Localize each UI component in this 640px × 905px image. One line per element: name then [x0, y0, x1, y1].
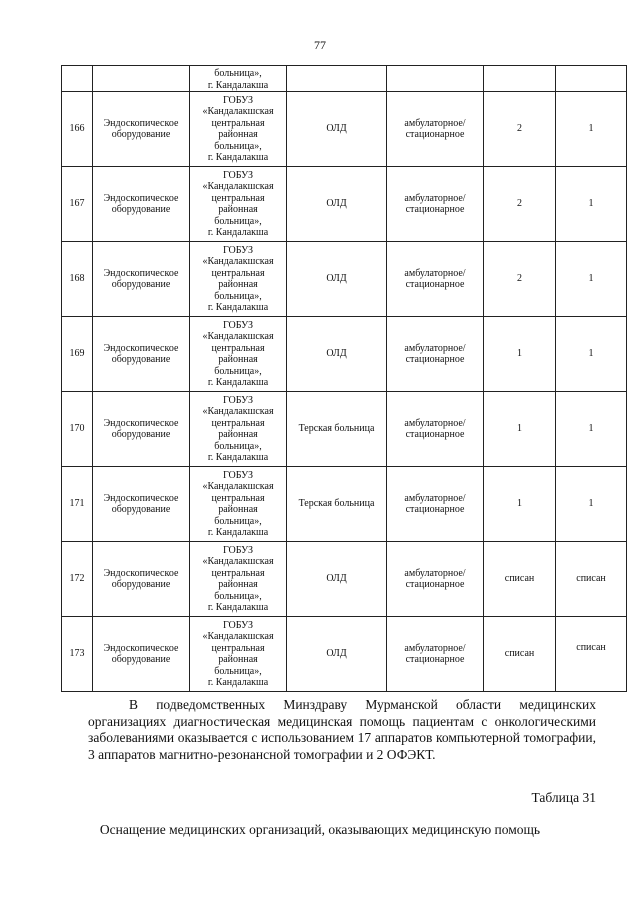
organization-line: «Кандалакшская [202, 256, 274, 267]
organization-line: ГОБУЗ [222, 94, 254, 106]
cell-organization [190, 317, 287, 392]
cell-unit: ОЛД [287, 617, 387, 692]
organization-line: больница», [214, 590, 262, 602]
organization-line: районная [218, 129, 258, 140]
table-label: Таблица 31 [531, 790, 596, 805]
cell-qty-1: 2 [484, 167, 556, 242]
organization-line: ГОБУЗ [222, 169, 254, 181]
organization-line: центральная [211, 267, 265, 279]
cell-equipment: Эндоскопическое оборудование [93, 317, 190, 392]
cell-num: 169 [62, 317, 93, 392]
cell-care-type: амбулаторное/ стационарное [387, 392, 484, 467]
cell-equipment [93, 66, 190, 92]
organization-line: ГОБУЗ [222, 544, 254, 556]
organization-line: больница», [214, 290, 262, 302]
page-number: 77 [314, 38, 326, 52]
organization-line: г. Кандалакша [207, 677, 269, 688]
cell-num: 167 [62, 167, 93, 242]
table-body [62, 66, 627, 692]
organization-line: больница», [214, 140, 262, 152]
organization-line: ГОБУЗ [222, 319, 254, 331]
organization-line: центральная [211, 492, 265, 504]
cell-equipment: Эндоскопическое оборудование [93, 542, 190, 617]
table-row [62, 617, 627, 692]
organization-line: г. Кандалакша [207, 227, 269, 238]
organization-line: «Кандалакшская [202, 556, 274, 567]
cell-qty-2: списан [556, 617, 627, 692]
cell-care-type: амбулаторное/ стационарное [387, 242, 484, 317]
cell-qty-1: списан [484, 617, 556, 692]
organization-line: районная [218, 429, 258, 440]
organization-line: центральная [211, 192, 265, 204]
organization-line: г. Кандалакша [207, 602, 269, 613]
cell-qty-2: 1 [556, 317, 627, 392]
table-row [62, 392, 627, 467]
cell-num: 168 [62, 242, 93, 317]
cell-equipment: Эндоскопическое оборудование [93, 92, 190, 167]
cell-qty-1: 1 [484, 317, 556, 392]
organization-line: «Кандалакшская [202, 406, 274, 417]
cell-qty-1: 2 [484, 242, 556, 317]
table-row [62, 467, 627, 542]
organization-line: центральная [211, 342, 265, 354]
cell-unit: Терская больница [287, 392, 387, 467]
cell-organization [190, 66, 287, 92]
cell-organization [190, 617, 287, 692]
organization-line: «Кандалакшская [202, 181, 274, 192]
cell-unit: ОЛД [287, 167, 387, 242]
cell-num [62, 66, 93, 92]
equipment-table [61, 65, 627, 692]
organization-line: районная [218, 354, 258, 365]
cell-qty-2 [556, 66, 627, 92]
cell-qty-2: 1 [556, 92, 627, 167]
cell-unit: Терская больница [287, 467, 387, 542]
organization-line: «Кандалакшская [202, 106, 274, 117]
cell-unit: ОЛД [287, 542, 387, 617]
cell-care-type [387, 66, 484, 92]
organization-line: больница», [214, 665, 262, 677]
cell-organization [190, 542, 287, 617]
cell-organization [190, 467, 287, 542]
cell-qty-2: 1 [556, 392, 627, 467]
cell-equipment: Эндоскопическое оборудование [93, 392, 190, 467]
organization-line: ГОБУЗ [222, 619, 254, 631]
cell-num: 171 [62, 467, 93, 542]
organization-line: «Кандалакшская [202, 331, 274, 342]
organization-line: «Кандалакшская [202, 481, 274, 492]
cell-unit: ОЛД [287, 242, 387, 317]
cell-care-type: амбулаторное/ стационарное [387, 467, 484, 542]
organization-line: «Кандалакшская [202, 631, 274, 642]
cell-qty-1: 1 [484, 467, 556, 542]
cell-care-type: амбулаторное/ стационарное [387, 167, 484, 242]
cell-qty-1: 2 [484, 92, 556, 167]
body-paragraph: В подведомственных Минздраву Мурманской области медицинских организациях диагностическая медицинская помощь пациентам с онкологическими заболеваниями оказывается с использованием 17 аппаратов компьютерной томографии, 3 аппаратов магнитно-резонансной томографии и 2 ОФЭКТ. [88, 697, 596, 762]
table-row [62, 167, 627, 242]
organization-line: районная [218, 279, 258, 290]
organization-line: ГОБУЗ [222, 394, 254, 406]
cell-organization [190, 92, 287, 167]
organization-line: больница», [214, 440, 262, 452]
cell-unit [287, 66, 387, 92]
organization-line: г. Кандалакша [207, 527, 269, 538]
cell-qty-1 [484, 66, 556, 92]
cell-care-type: амбулаторное/ стационарное [387, 617, 484, 692]
cell-organization [190, 242, 287, 317]
organization-line: больница», [214, 515, 262, 527]
cell-care-type: амбулаторное/ стационарное [387, 542, 484, 617]
cell-equipment: Эндоскопическое оборудование [93, 467, 190, 542]
cell-qty-1: списан [484, 542, 556, 617]
organization-line: ГОБУЗ [222, 469, 254, 481]
organization-line: центральная [211, 417, 265, 429]
cell-organization [190, 392, 287, 467]
cell-qty-2: 1 [556, 242, 627, 317]
cell-unit: ОЛД [287, 92, 387, 167]
table-row [62, 92, 627, 167]
organization-line: районная [218, 204, 258, 215]
organization-line: районная [218, 579, 258, 590]
cell-qty-2: 1 [556, 467, 627, 542]
cell-equipment: Эндоскопическое оборудование [93, 617, 190, 692]
organization-line: г. Кандалакша [207, 152, 269, 163]
cell-num: 166 [62, 92, 93, 167]
organization-line: центральная [211, 567, 265, 579]
cell-organization [190, 167, 287, 242]
organization-line: больница», [214, 215, 262, 227]
cell-care-type: амбулаторное/ стационарное [387, 317, 484, 392]
organization-line: больница», [214, 365, 262, 377]
organization-line: районная [218, 654, 258, 665]
organization-line: больница», [214, 68, 262, 79]
cell-equipment: Эндоскопическое оборудование [93, 167, 190, 242]
cell-equipment: Эндоскопическое оборудование [93, 242, 190, 317]
organization-line: ГОБУЗ [222, 244, 254, 256]
organization-line: центральная [211, 117, 265, 129]
table-row [62, 242, 627, 317]
organization-line: г. Кандалакша [207, 377, 269, 388]
organization-line: г. Кандалакша [207, 79, 269, 91]
cell-num: 172 [62, 542, 93, 617]
cell-qty-1: 1 [484, 392, 556, 467]
table-caption: Оснащение медицинских организаций, оказывающих медицинскую помощь [99, 822, 541, 837]
cell-num: 170 [62, 392, 93, 467]
cell-unit: ОЛД [287, 317, 387, 392]
table-row [62, 317, 627, 392]
cell-num: 173 [62, 617, 93, 692]
organization-line: районная [218, 504, 258, 515]
organization-line: г. Кандалакша [207, 302, 269, 313]
organization-line: центральная [211, 642, 265, 654]
cell-qty-2: списан [556, 542, 627, 617]
table-row-continued [62, 66, 627, 92]
organization-line: г. Кандалакша [207, 452, 269, 463]
cell-care-type: амбулаторное/ стационарное [387, 92, 484, 167]
table-row [62, 542, 627, 617]
cell-qty-2: 1 [556, 167, 627, 242]
